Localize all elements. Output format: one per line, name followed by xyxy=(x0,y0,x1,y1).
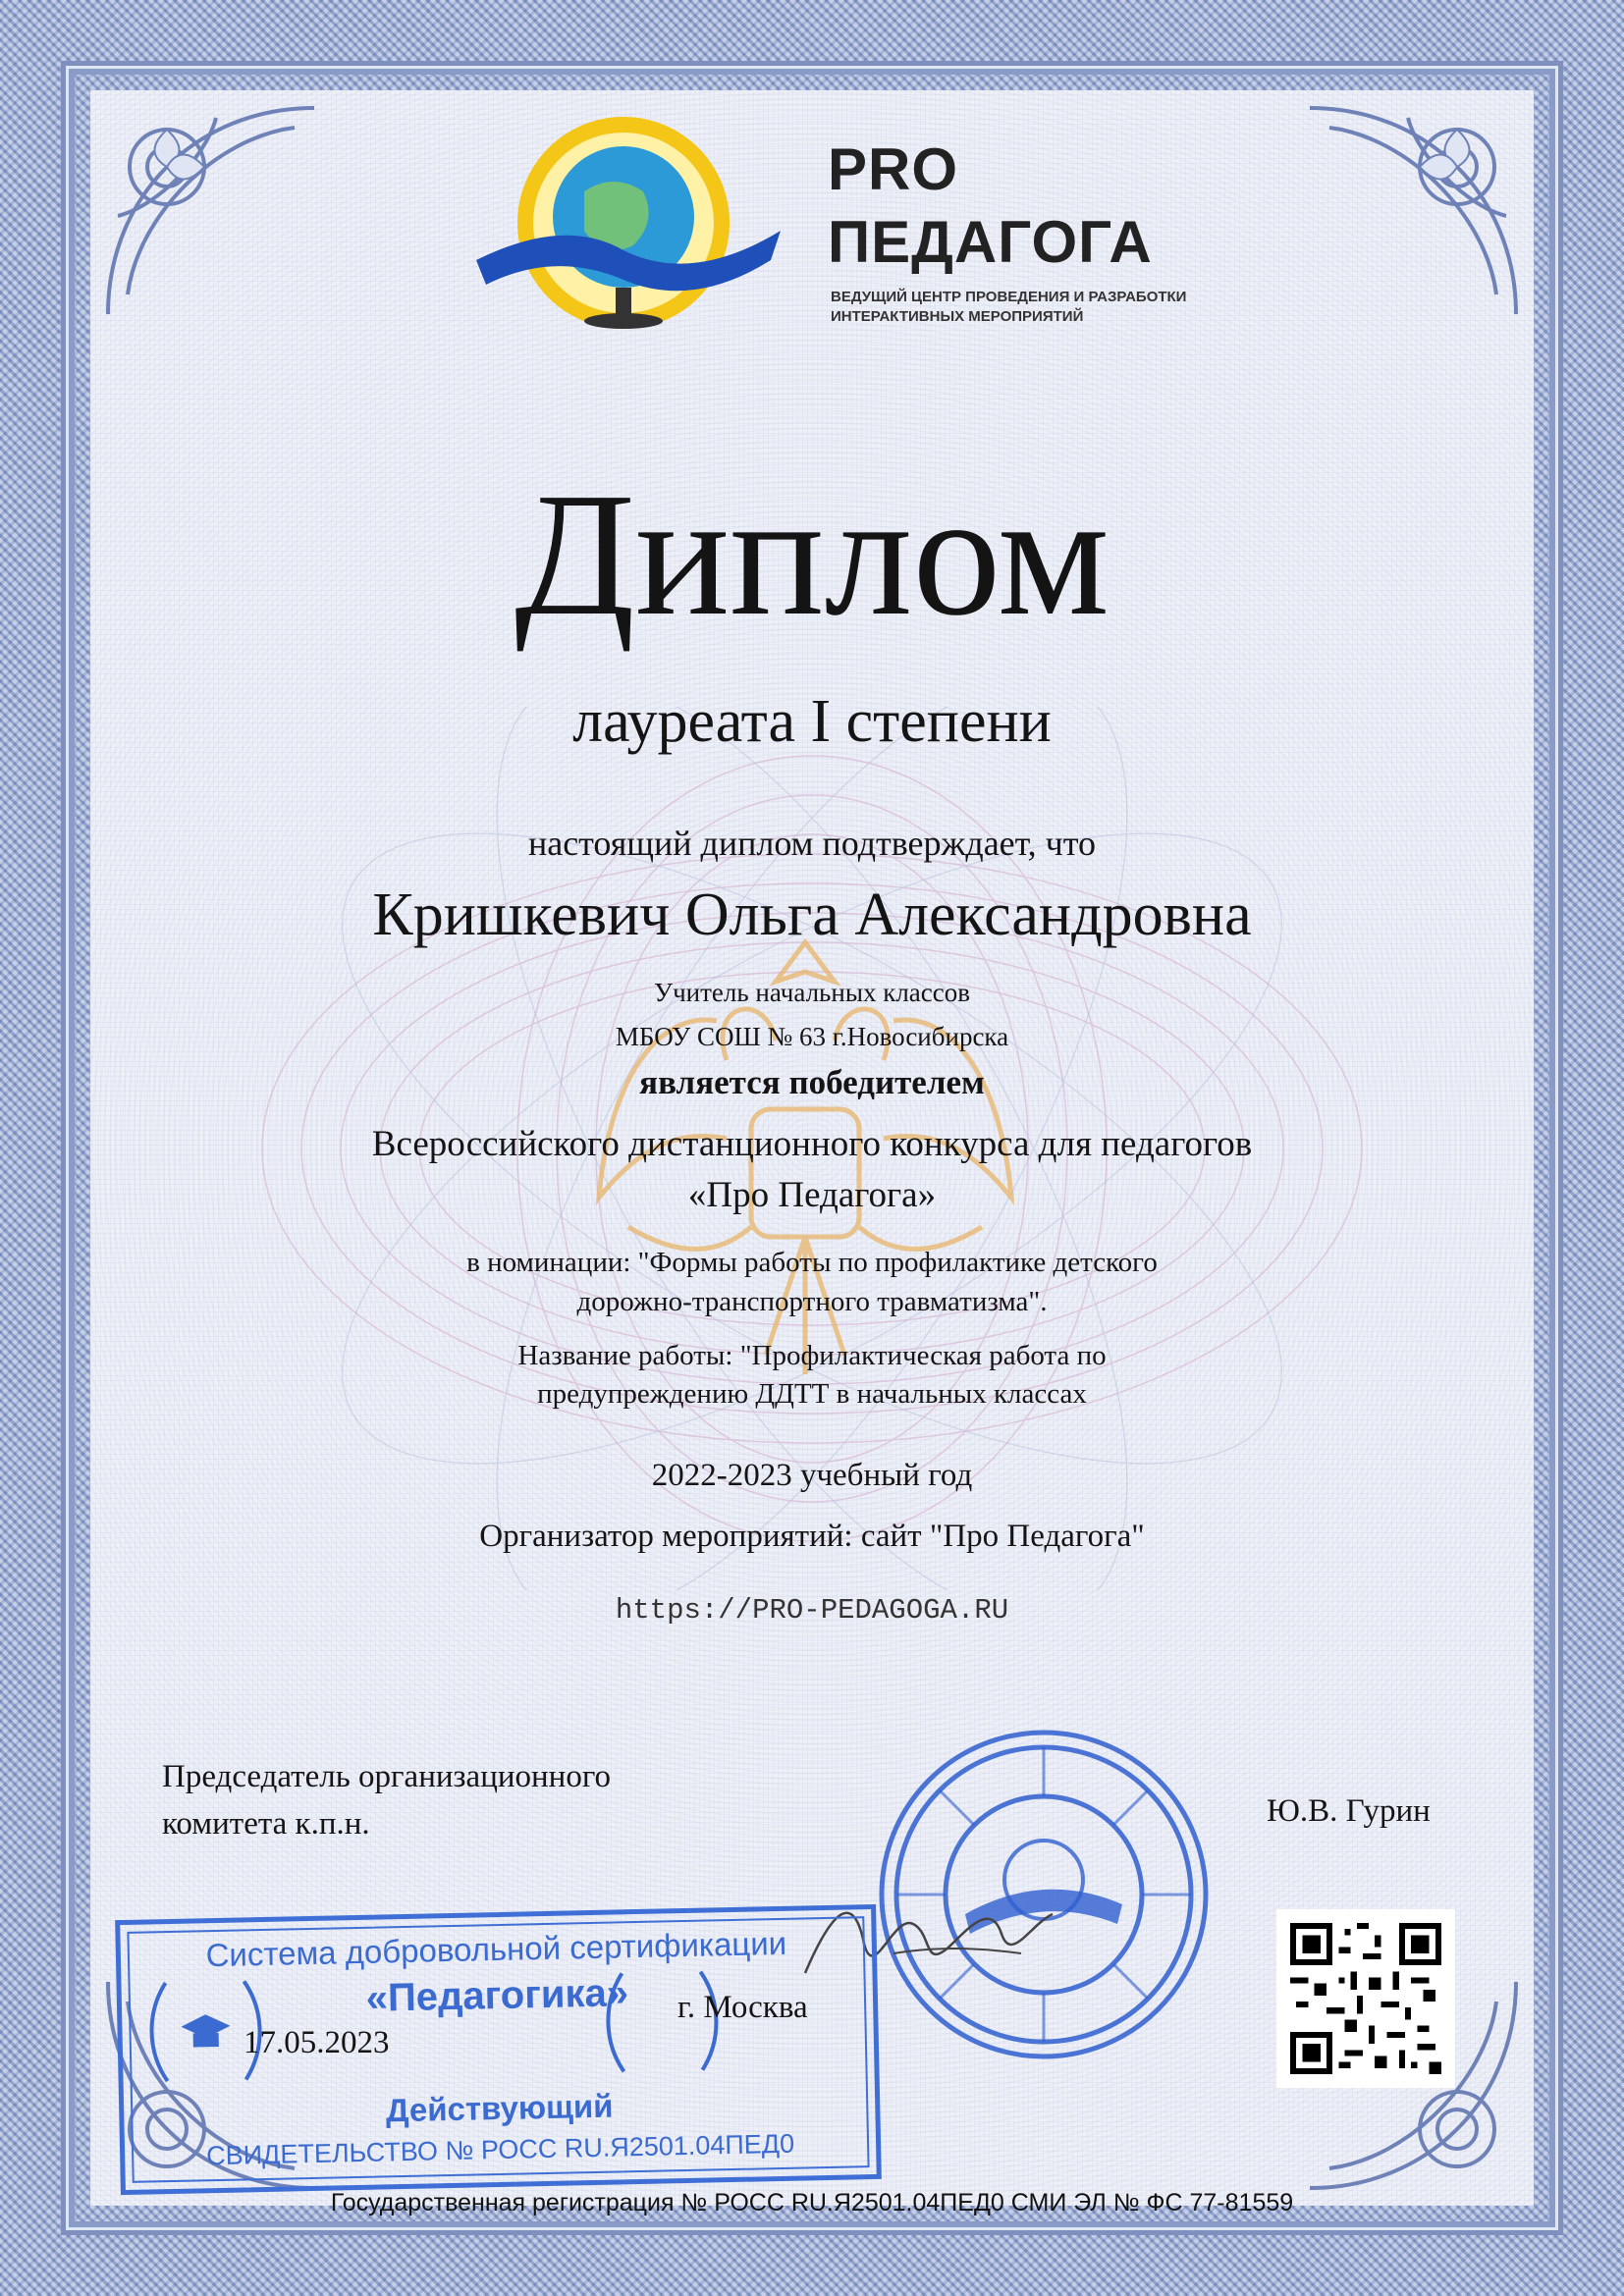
organizer-text: Организатор мероприятий: сайт "Про Педагога" xyxy=(479,1519,1145,1554)
confirm-text: настоящий диплом подтверждает, что xyxy=(527,824,1097,863)
brand-name-line2: ПЕДАГОГА xyxy=(828,209,1153,275)
cert-system-name: «Педагогика» xyxy=(365,1971,629,2020)
corner-ornament-icon xyxy=(98,98,324,324)
contest-line2: «Про Педагога» xyxy=(687,1175,937,1215)
certification-stamp xyxy=(115,1904,882,2195)
nomination-line1: в номинации: "Формы работы по профилактике детского xyxy=(466,1247,1158,1278)
work-title-line2: предупреждению ДДТТ в начальных классах xyxy=(537,1378,1087,1410)
issue-city: г. Москва xyxy=(677,1990,808,2025)
contest-line1: Всероссийского дистанционного конкурса для педагогов xyxy=(371,1124,1253,1164)
recipient-name: Кришкевич Ольга Александровна xyxy=(372,881,1252,948)
qr-code[interactable] xyxy=(1276,1909,1455,2088)
brand-tagline-line1: ВЕДУЩИЙ ЦЕНТР ПРОВЕДЕНИЯ И РАЗРАБОТКИ xyxy=(831,289,1187,305)
diploma-title: Диплом xyxy=(514,456,1110,652)
corner-ornament-icon xyxy=(1300,98,1526,324)
cert-system-title: Система добровольной сертификации xyxy=(205,1924,787,1974)
winner-text: является победителем xyxy=(639,1063,985,1101)
website-link[interactable]: https://PRO-PEDAGOGA.RU xyxy=(615,1594,1009,1627)
cert-status: Действующий xyxy=(385,2087,614,2129)
pro-pedagoga-logo-icon xyxy=(447,113,800,344)
chair-title-line2: комитета к.п.н. xyxy=(162,1806,370,1842)
school-year: 2022-2023 учебный год xyxy=(651,1458,973,1493)
signer-name: Ю.В. Гурин xyxy=(1267,1793,1431,1829)
cert-number: СВИДЕТЕЛЬСТВО № РОСС RU.Я2501.04ПЕД0 xyxy=(205,2128,795,2171)
work-title-line1: Название работы: "Профилактическая работа по xyxy=(517,1340,1107,1371)
registration-footer: Государственная регистрация № РОСС RU.Я2501.04ПЕД0 СМИ ЭЛ № ФС 77-81559 xyxy=(330,2189,1294,2216)
nomination-line2: дорожно-транспортного травматизма". xyxy=(576,1286,1048,1317)
issue-date: 17.05.2023 xyxy=(244,2025,390,2060)
recipient-school: МБОУ СОШ № 63 г.Новосибирска xyxy=(615,1022,1009,1051)
qr-code-icon xyxy=(1290,1923,1441,2074)
chair-title-line1: Председатель организационного xyxy=(162,1759,612,1794)
brand-tagline-line2: ИНТЕРАКТИВНЫХ МЕРОПРИЯТИЙ xyxy=(831,308,1084,325)
diploma-subtitle: лауреата I степени xyxy=(572,688,1052,755)
brand-name-line1: PRO xyxy=(828,136,959,202)
recipient-position: Учитель начальных классов xyxy=(653,978,971,1007)
